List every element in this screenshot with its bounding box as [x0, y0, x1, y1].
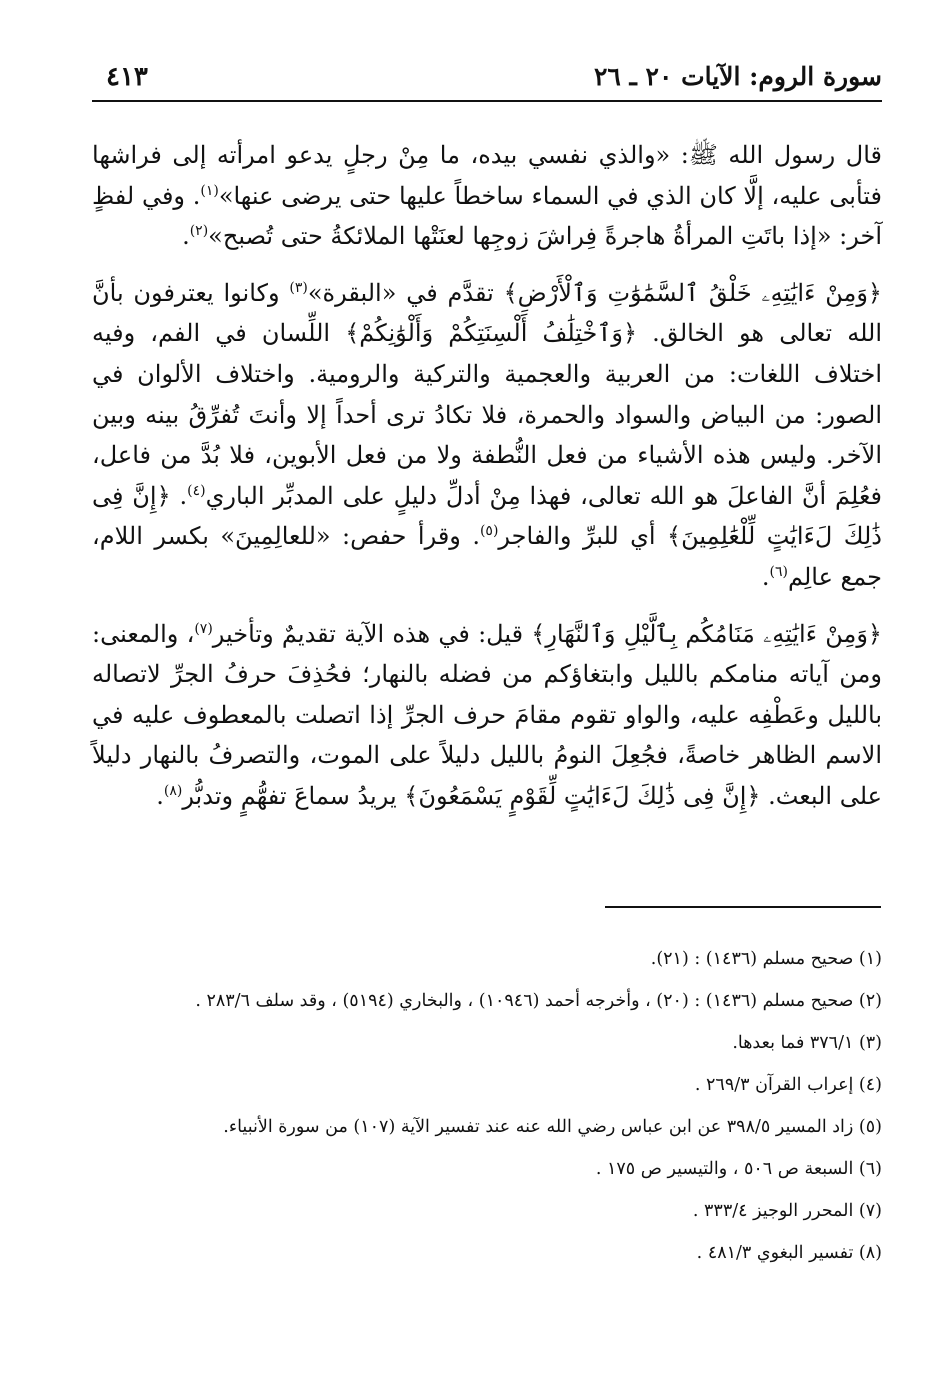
main-text [92, 135, 882, 833]
text-run: . وفي لفظٍ آخر: «إذا باتَتِ المرأةُ هاجرةً فِراشَ زوجِها لعنَتْها الملائكةُ حتى تُصبح» [92, 181, 882, 251]
running-header [92, 60, 882, 102]
footnote-ref-7: (٧) [194, 620, 213, 637]
footnote-2: (٢) صحيح مسلم (١٤٣٦) : (٢٠) ، وأخرجه أحمد (١٠٩٤٦) ، والبخاري (٥١٩٤) ، وقد سلف ٢٨٣/٦ . [195, 991, 882, 1011]
footnote-3: (٣) ٣٧٦/١ فما بعدها. [732, 1033, 882, 1053]
text-run: . [761, 562, 770, 591]
footnote-ref-8: (٨) [163, 782, 183, 799]
text-run: . وقرأ حفص: «للعالِمِينَ» بكسر اللام، جمع عالِم [92, 522, 882, 591]
footnotes [92, 944, 882, 1280]
footnote-ref-4: (٤) [187, 482, 206, 499]
text-run: . [156, 781, 164, 810]
footnote-ref-2: (٢) [189, 223, 209, 240]
surah-title: سورة الروم: الآيات ٢٠ ـ ٢٦ [593, 62, 882, 91]
footnote-6: (٦) السبعة ص ٥٠٦ ، والتيسير ص ١٧٥ . [595, 1159, 882, 1179]
text-run: وكانوا يعترفون بأنَّ الله تعالى هو الخالق. ﴿وَٱخْتِلَٰفُ أَلْسِنَتِكُمْ وَأَلْوَٰنِكُمْ﴾ اللِّسان في الفم، وفيه اختلاف اللغات: من العربية والعجمية والتركية والرومية. واختلاف الألوان في الصور: من البياض والسواد والحمرة، فلا تكادُ ترى أحداً إلا وأنتَ تُفرِّقُ بينه وبين الآخر. وليس هذه الأشياء من فعل النُّطفة ولا من فعل الأبوين، فلا بُدَّ من فاعل، فعُلِمَ أنَّ الفاعلَ هو الله تعالى، فهذا مِنْ أدلِّ دليلٍ على المدبِّر الباري [92, 278, 882, 510]
text-run: ، والمعنى: ومن آياته منامكم بالليل وابتغاؤكم من فضله بالنهار؛ فحُذِفَ حرفُ الجرِّ لاتصاله بالليل وعَطْفِه عليه، والواو تقوم مقامَ حرف الجرِّ إذا اتصلت بالمعطوف عليه في الاسم الظاهر خاصةً، فجُعِلَ النومُ بالليل دليلاً على الموت، والتصرفُ بالنهار دليلاً على البعث. ﴿إِنَّ فِى ذَٰلِكَ لَءَايَٰتٍ لِّقَوْمٍ يَسْمَعُونَ﴾ يريدُ سماعَ تفهُّمٍ وتدبُّر [92, 619, 882, 810]
text-run: قال رسول الله ﷺ: «والذي نفسي بيده، ما مِنْ رجلٍ يدعو امرأته إلى فراشها فتأبى عليه، إلَّا كان الذي في السماء ساخطاً عليها حتى يرضى عنها» [92, 141, 882, 210]
text-run: ﴿وَمِنْ ءَايَٰتِهِۦ مَنَامُكُم بِٱلَّيْلِ وَٱلنَّهَارِ﴾ قيل: في هذه الآية تقديمٌ وتأخير [212, 619, 882, 648]
text-run: ﴿وَمِنْ ءَايَٰتِهِۦ خَلْقُ ٱلسَّمَٰوَٰتِ وَٱلْأَرْضِ﴾ تقدَّم في «البقرة» [307, 278, 882, 307]
footnote-5: (٥) زاد المسير ٣٩٨/٥ عن ابن عباس رضي الله عنه عند تفسير الآية (١٠٧) من سورة الأنبياء. [223, 1117, 882, 1137]
paragraph-2 [92, 273, 882, 598]
page-number: ٤١٣ [106, 62, 148, 92]
footnote-ref-1: (١) [200, 182, 219, 199]
footnote-4: (٤) إعراب القرآن ٢٦٩/٣ . [694, 1075, 882, 1095]
text-run: . [182, 222, 190, 251]
text-run: . ﴿إِنَّ فِى ذَٰلِكَ لَءَايَٰتٍ لِّلْعَٰلِمِينَ﴾ أي للبرِّ والفاجر [92, 481, 882, 551]
footnote-ref-3: (٣) [289, 279, 308, 296]
footnote-separator [605, 906, 881, 908]
paragraph-1 [92, 135, 882, 257]
footnote-7: (٧) المحرر الوجيز ٣٣٣/٤ . [692, 1201, 882, 1221]
footnote-ref-6: (٦) [769, 563, 788, 580]
footnote-8: (٨) تفسير البغوي ٤٨١/٣ . [696, 1243, 882, 1263]
paragraph-3 [92, 614, 882, 817]
footnote-1: (١) صحيح مسلم (١٤٣٦) : (٢١). [650, 949, 882, 969]
footnote-ref-5: (٥) [479, 523, 499, 540]
